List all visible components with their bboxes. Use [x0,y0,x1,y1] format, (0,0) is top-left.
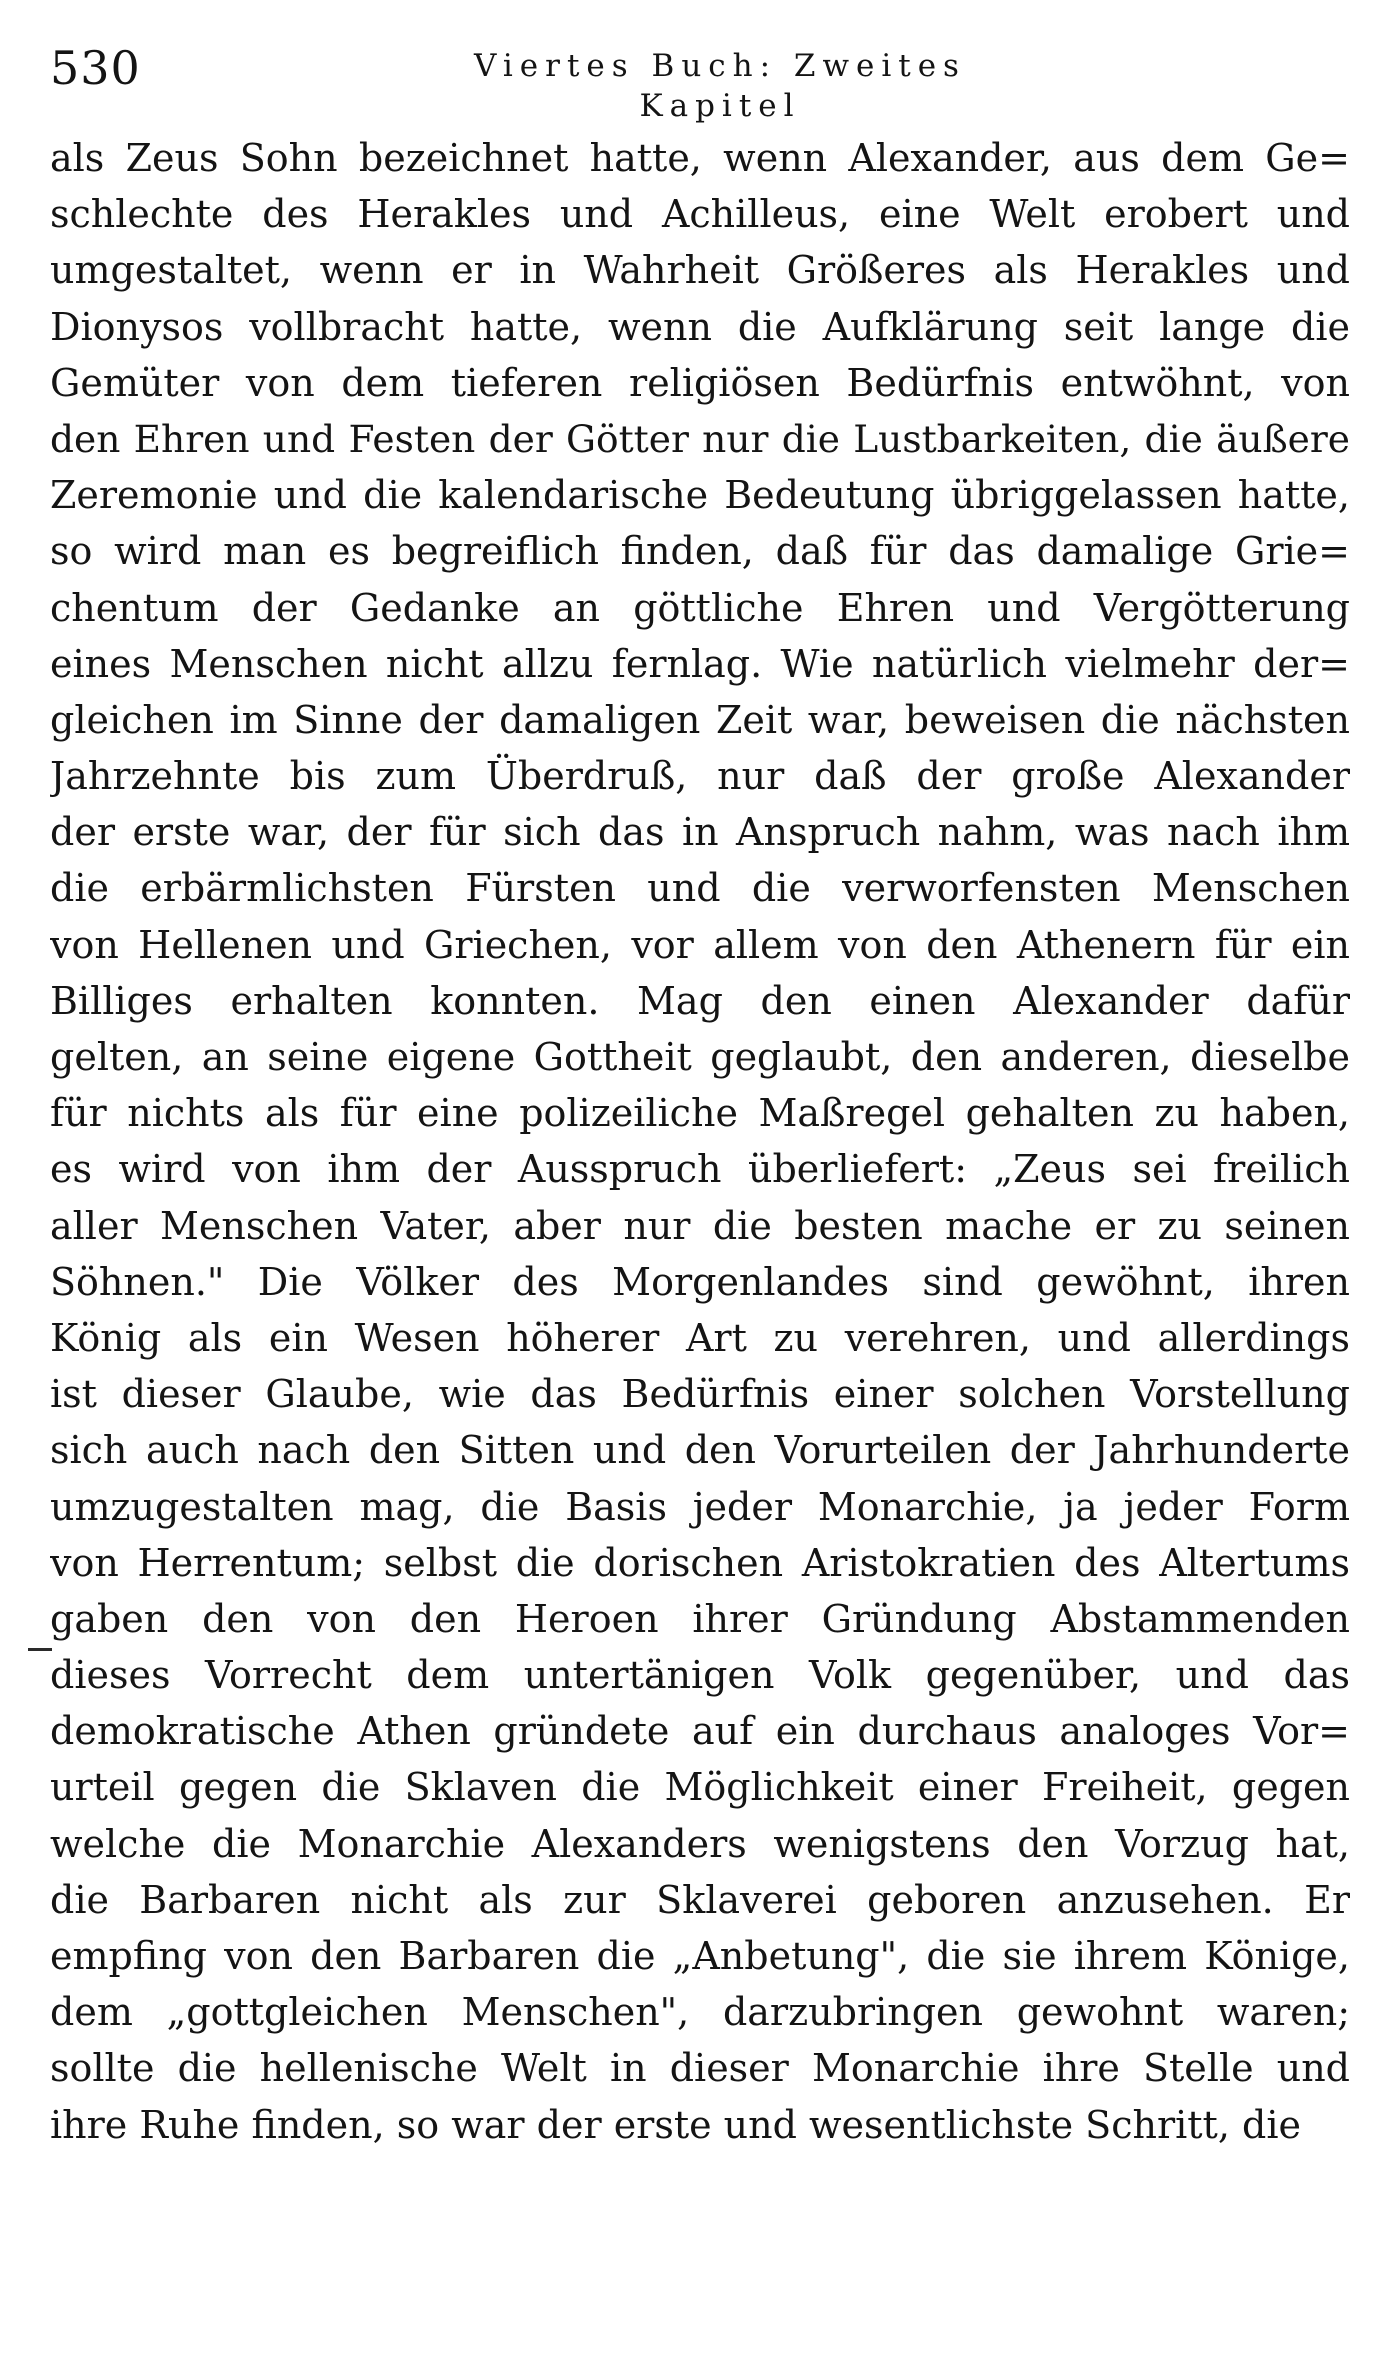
text-line: es wird von ihm der Ausspruch überliefert: „Zeus sei freilich [50,1147,1350,1192]
text-line: den Ehren und Festen der Götter nur die Lustbarkeiten, die äußere [50,416,1350,461]
text-line: Billiges erhalten konnten. Mag den einen Alexander dafür [50,978,1350,1023]
text-line: Dionysos vollbracht hatte, wenn die Aufklärung seit lange die [50,304,1350,349]
text-line: ist dieser Glaube, wie das Bedürfnis einer solchen Vorstellung [50,1372,1350,1417]
margin-mark [28,1648,52,1651]
text-line: für nichts als für eine polizeiliche Maßregel gehalten zu haben, [50,1091,1350,1136]
text-line: dieses Vorrecht dem untertänigen Volk gegenüber, und das [50,1653,1350,1698]
text-line: empfing von den Barbaren die „Anbetung", die sie ihrem Könige, [50,1934,1350,1978]
text-line: dem „gottgleichen Menschen", darzubringen gewohnt waren; [50,1990,1350,2035]
text-line: urteil gegen die Sklaven die Möglichkeit einer Freiheit, gegen [50,1765,1350,1810]
text-line: chentum der Gedanke an göttliche Ehren und Vergötterung [50,585,1350,630]
text-line: umgestaltet, wenn er in Wahrheit Größeres als Herakles und [50,248,1350,293]
text-line: gaben den von den Heroen ihrer Gründung Abstammenden [50,1596,1350,1641]
text-line: die erbärmlichsten Fürsten und die verworfensten Menschen [50,866,1350,911]
running-head: Viertes Buch: Zweites Kapitel [474,48,966,124]
text-line: von Herrentum; selbst die dorischen Aristokratien des Altertums [50,1540,1350,1585]
text-line: eines Menschen nicht allzu fernlag. Wie natürlich vielmehr der= [50,641,1350,686]
text-line: Zeremonie und die kalendarische Bedeutung übriggelassen hatte, [50,473,1350,518]
text-line: als Zeus Sohn bezeichnet hatte, wenn Alexander, aus dem Ge= [50,136,1350,180]
text-line: schlechte des Herakles und Achilleus, eine Welt erobert und [50,192,1350,237]
text-line: sollte die hellenische Welt in dieser Monarchie ihre Stelle und [50,2046,1350,2091]
text-line: von Hellenen und Griechen, vor allem von den Athenern für ein [50,922,1350,967]
text-line: der erste war, der für sich das in Anspruch nahm, was nach ihm [50,810,1350,855]
body-text [50,130,1350,2153]
text-line: so wird man es begreiflich finden, daß für das damalige Grie= [50,529,1350,574]
text-line: Söhnen." Die Völker des Morgenlandes sind gewöhnt, ihren [50,1259,1350,1304]
text-line: Gemüter von dem tieferen religiösen Bedürfnis entwöhnt, von [50,360,1350,405]
text-line: König als ein Wesen höherer Art zu verehren, und allerdings [50,1315,1350,1360]
text-line: gelten, an seine eigene Gottheit geglaubt, den anderen, dieselbe [50,1035,1350,1079]
text-line: Jahrzehnte bis zum Überdruß, nur daß der große Alexander [50,754,1350,799]
text-line: welche die Monarchie Alexanders wenigstens den Vorzug hat, [50,1821,1350,1866]
text-line: umzugestalten mag, die Basis jeder Monarchie, ja jeder Form [50,1484,1350,1529]
text-line: ihre Ruhe finden, so war der erste und wesentlichste Schritt, die [50,2102,1301,2147]
text-line: aller Menschen Vater, aber nur die besten mache er zu seinen [50,1203,1350,1248]
text-line: gleichen im Sinne der damaligen Zeit war, beweisen die nächsten [50,697,1350,742]
page-number: 530 [50,41,141,95]
text-line: sich auch nach den Sitten und den Vorurteilen der Jahrhunderte [50,1428,1350,1473]
text-line: die Barbaren nicht als zur Sklaverei geboren anzusehen. Er [50,1877,1350,1922]
text-line: demokratische Athen gründete auf ein durchaus analoges Vor= [50,1709,1350,1754]
